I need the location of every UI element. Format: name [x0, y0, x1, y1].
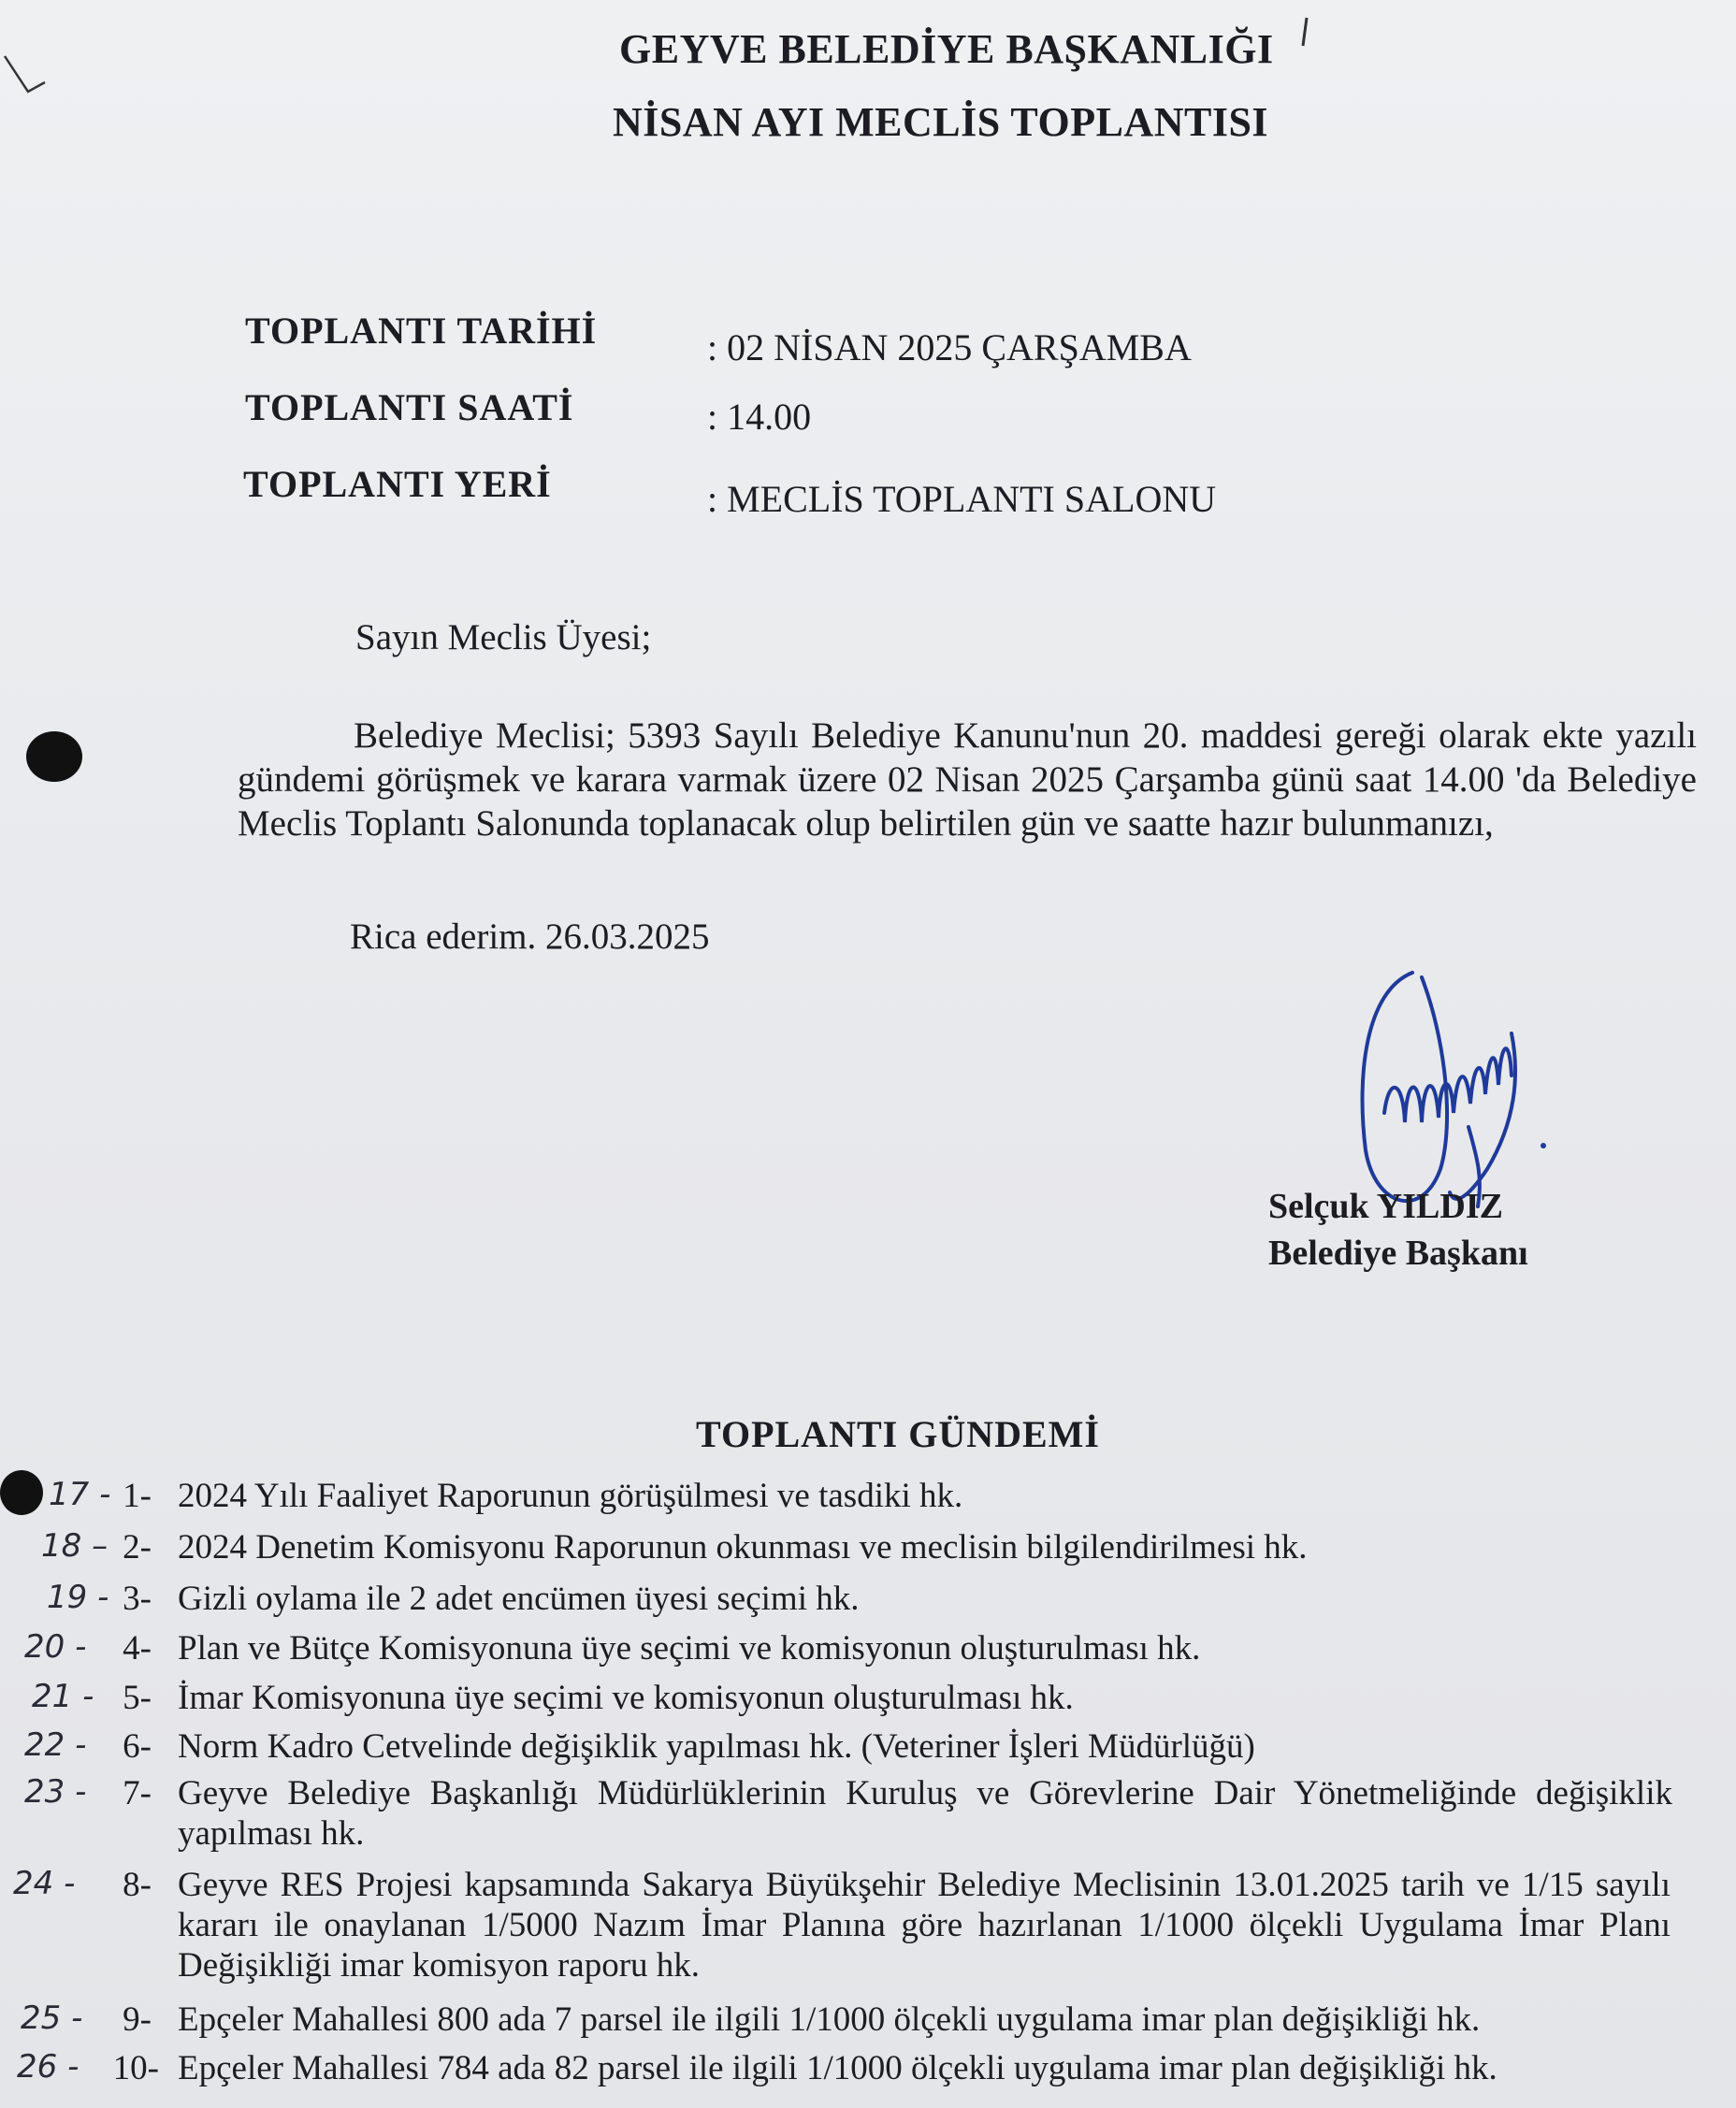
agenda-item-text: 2024 Yılı Faaliyet Raporunun görüşülmesi ve tasdiki hk. [178, 1477, 963, 1515]
handwritten-number: 17 - [49, 1476, 111, 1513]
closing-line: Rica ederim. 26.03.2025 [350, 917, 710, 957]
salutation: Sayın Meclis Üyesi; [355, 617, 652, 657]
meeting-place-value: : MECLİS TOPLANTI SALONU [707, 478, 1217, 520]
meeting-time-label: TOPLANTI SAATİ [245, 386, 574, 428]
agenda-item-number: 10- [112, 2049, 159, 2087]
handwritten-number: 26 - [17, 2048, 80, 2086]
document-subtitle: NİSAN AYI MECLİS TOPLANTISI [613, 99, 1269, 145]
punch-hole-mark [26, 731, 82, 782]
agenda-item-number: 9- [123, 2000, 152, 2039]
letter-paragraph: Belediye Meclisi; 5393 Sayılı Belediye Kanunu'nun 20. maddesi gereği olarak ekte yazılı gündemi görüşmek ve karara varmak üzere 02 Nisan 2025 Çarşamba günü saat 14.00 'da Belediye Meclis Toplantı Salonunda toplanacak olup belirtilen gün ve saatte hazır bulunmanızı, [238, 715, 1697, 844]
agenda-item-number: 3- [123, 1580, 152, 1618]
agenda-item-text: Norm Kadro Cetvelinde değişiklik yapılması hk. (Veteriner İşleri Müdürlüğü) [178, 1727, 1255, 1766]
agenda-item-number: 4- [123, 1629, 152, 1668]
agenda-item-text: İmar Komisyonuna üye seçimi ve komisyonun oluşturulması hk. [178, 1679, 1074, 1717]
handwritten-number: 24 - [13, 1865, 76, 1902]
agenda-item-text: Epçeler Mahallesi 784 ada 82 parsel ile ilgili 1/1000 ölçekli uygulama imar plan değişikliği hk. [178, 2049, 1497, 2087]
signatory-role: Belediye Başkanı [1268, 1234, 1528, 1273]
agenda-item-number: 6- [123, 1727, 152, 1766]
meeting-place-label: TOPLANTI YERİ [243, 463, 552, 505]
agenda-item-number: 7- [123, 1774, 152, 1812]
handwritten-number: 18 – [41, 1527, 108, 1565]
document-title: GEYVE BELEDİYE BAŞKANLIĞI [619, 26, 1274, 72]
pen-mark-left [0, 47, 56, 103]
handwritten-number: 20 - [24, 1628, 87, 1666]
agenda-item-text: 2024 Denetim Komisyonu Raporunun okunması ve meclisin bilgilendirilmesi hk. [178, 1528, 1308, 1567]
meeting-date-label: TOPLANTI TARİHİ [245, 310, 598, 352]
handwritten-number: 22 - [24, 1726, 87, 1764]
handwritten-number: 19 - [47, 1579, 109, 1616]
agenda-item-number: 2- [123, 1528, 152, 1567]
meeting-date-value: : 02 NİSAN 2025 ÇARŞAMBA [707, 326, 1192, 368]
agenda-item-number: 1- [123, 1477, 152, 1515]
agenda-item-text: Gizli oylama ile 2 adet encümen üyesi seçimi hk. [178, 1580, 860, 1618]
signatory-name: Selçuk YILDIZ [1268, 1187, 1503, 1226]
meeting-time-value: : 14.00 [707, 396, 812, 438]
agenda-item-number: 5- [123, 1679, 152, 1717]
agenda-item-text: Geyve RES Projesi kapsamında Sakarya Büyükşehir Belediye Meclisinin 13.01.2025 tarih ve 1/15 sayılı kararı ile onaylanan 1/5000 Nazım İmar Planına göre hazırlanan 1/1000 ölçekli Uygulama İmar Planı Değişikliği imar komisyon raporu hk. [178, 1866, 1671, 1985]
handwritten-number: 21 - [32, 1678, 94, 1715]
handwritten-number: 25 - [21, 2000, 83, 2037]
handwritten-number: 23 - [24, 1773, 87, 1811]
agenda-item-text: Geyve Belediye Başkanlığı Müdürlüklerinin Kuruluş ve Görevlerine Dair Yönetmeliğinde değişiklik yapılması hk. [178, 1774, 1672, 1853]
agenda-item-text: Epçeler Mahallesi 800 ada 7 parsel ile ilgili 1/1000 ölçekli uygulama imar plan değişikliği hk. [178, 2000, 1481, 2039]
pen-mark-right [1295, 14, 1314, 51]
agenda-item-number: 8- [123, 1866, 152, 1904]
agenda-item-text: Plan ve Bütçe Komisyonuna üye seçimi ve komisyonun oluşturulması hk. [178, 1629, 1201, 1668]
agenda-title: TOPLANTI GÜNDEMİ [696, 1413, 1100, 1455]
punch-hole-mark-agenda [0, 1470, 43, 1515]
